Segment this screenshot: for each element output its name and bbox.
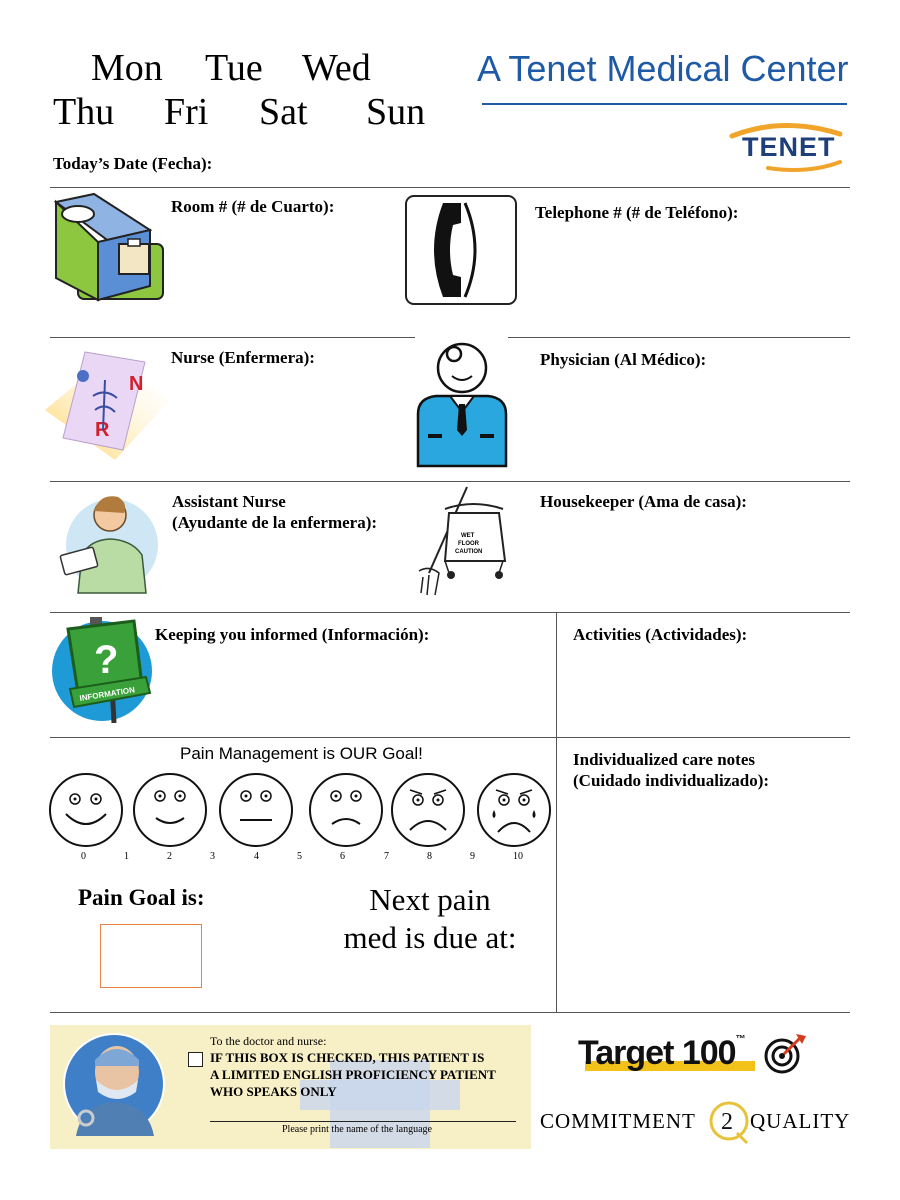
divider xyxy=(508,337,850,338)
brand-title: A Tenet Medical Center xyxy=(477,48,849,89)
quality-text: QUALITY xyxy=(750,1109,851,1133)
care-notes-label: Individualized care notes xyxy=(573,750,755,769)
commitment-text: COMMITMENT xyxy=(540,1109,696,1133)
pain-scale-number: 4 xyxy=(254,851,259,862)
face-icon-4 xyxy=(220,774,292,846)
brand-underline xyxy=(482,103,847,105)
trademark: ™ xyxy=(735,1034,745,1045)
room-label: Room # (# de Cuarto): xyxy=(171,197,335,216)
lep-intro: To the doctor and nurse: xyxy=(210,1034,327,1048)
tenet-logo xyxy=(728,122,848,174)
pain-scale-number: 3 xyxy=(210,851,215,862)
next-pain-med-label xyxy=(320,881,540,957)
lep-line: WHO SPEAKS ONLY xyxy=(210,1084,337,1099)
rn-letter: R xyxy=(95,419,110,441)
day-sun: Sun xyxy=(366,91,426,133)
pain-scale-number: 9 xyxy=(470,851,475,862)
telephone-label: Telephone # (# de Teléfono): xyxy=(535,203,739,222)
doctor-photo-icon xyxy=(62,1032,172,1142)
lep-checkbox[interactable] xyxy=(188,1052,203,1067)
next-pain-med-line: med is due at: xyxy=(343,920,517,955)
day-wed: Wed xyxy=(302,47,371,89)
target-100-text: Target 100 xyxy=(578,1034,736,1072)
wet-floor-text: WET xyxy=(461,533,475,539)
face-icon-0 xyxy=(50,774,122,846)
divider xyxy=(50,337,415,338)
date-label: Today’s Date (Fecha): xyxy=(53,154,213,173)
divider xyxy=(50,187,850,188)
assistant-nurse-label: Assistant Nurse xyxy=(172,492,286,511)
pain-scale-number: 1 xyxy=(124,851,129,862)
face-icon-6 xyxy=(310,774,382,846)
pain-title: Pain Management is OUR Goal! xyxy=(180,744,423,763)
pain-scale-number: 5 xyxy=(297,851,302,862)
next-pain-med-line: Next pain xyxy=(369,882,491,917)
target-icon xyxy=(762,1032,808,1074)
rn-letter: N xyxy=(129,373,144,395)
telephone-icon xyxy=(405,195,517,305)
day-sat: Sat xyxy=(259,91,308,133)
physician-label: Physician (Al Médico): xyxy=(540,350,707,369)
tenet-logo-text: TENET xyxy=(742,132,836,162)
pain-scale-number: 2 xyxy=(167,851,172,862)
rn-card-icon xyxy=(45,340,175,465)
divider xyxy=(50,737,850,738)
housekeeper-label: Housekeeper (Ama de casa): xyxy=(540,492,747,511)
pain-scale-number: 8 xyxy=(427,851,432,862)
language-line xyxy=(210,1121,516,1122)
lep-line: A LIMITED ENGLISH PROFICIENCY PATIENT xyxy=(210,1067,496,1082)
wet-floor-text: FLOOR xyxy=(458,541,479,547)
information-sign-text: INFORMATION xyxy=(78,685,136,703)
pain-goal-box[interactable] xyxy=(100,924,202,988)
pain-scale-number: 0 xyxy=(81,851,86,862)
care-notes-label-es: (Cuidado individualizado): xyxy=(573,771,770,790)
q-ring-icon xyxy=(707,1099,751,1145)
face-icon-10 xyxy=(478,774,550,846)
lep-line: IF THIS BOX IS CHECKED, THIS PATIENT IS xyxy=(210,1050,485,1065)
divider xyxy=(50,481,850,482)
assistant-nurse-label-es: (Ayudante de la enfermera): xyxy=(172,513,378,532)
pain-scale-number: 10 xyxy=(513,851,523,862)
target-100-logo xyxy=(578,1034,745,1073)
assistant-nurse-icon xyxy=(60,485,160,595)
mop-bucket-icon xyxy=(415,485,515,597)
bed-icon xyxy=(50,190,170,305)
face-icon-2 xyxy=(134,774,206,846)
day-mon: Mon xyxy=(91,47,163,89)
informed-label: Keeping you informed (Información): xyxy=(155,625,430,644)
face-icon-8 xyxy=(392,774,464,846)
pain-scale-number: 6 xyxy=(340,851,345,862)
divider xyxy=(50,612,850,613)
information-sign-icon xyxy=(50,615,160,725)
day-tue: Tue xyxy=(205,47,263,89)
wet-floor-text: CAUTION xyxy=(455,549,483,555)
pain-faces xyxy=(48,770,558,850)
pain-goal-label: Pain Goal is: xyxy=(78,885,205,910)
physician-icon xyxy=(414,338,510,468)
pain-scale-number: 7 xyxy=(384,851,389,862)
commitment-number: 2 xyxy=(721,1109,733,1135)
activities-label: Activities (Actividades): xyxy=(573,625,748,644)
day-thu: Thu xyxy=(53,91,115,133)
nurse-label: Nurse (Enfermera): xyxy=(171,348,315,367)
divider xyxy=(50,1012,850,1013)
language-hint: Please print the name of the language xyxy=(282,1124,432,1135)
question-mark-icon: ? xyxy=(94,638,119,682)
day-fri: Fri xyxy=(164,91,209,133)
